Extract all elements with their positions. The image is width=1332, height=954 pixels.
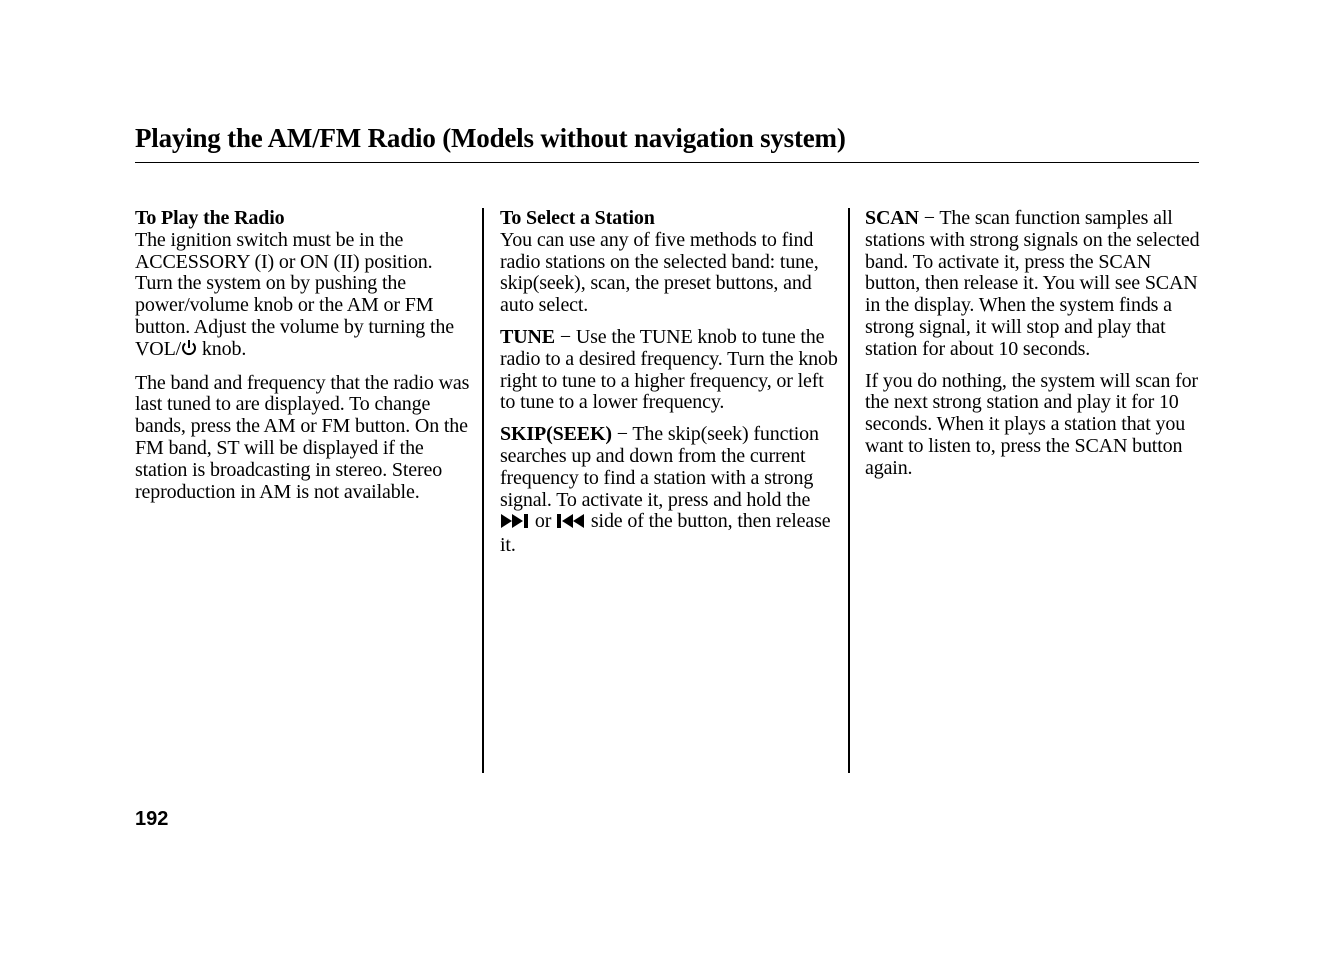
column-scan <box>865 208 1201 490</box>
paragraph-tune <box>500 327 838 414</box>
column-play-radio <box>135 208 473 513</box>
body-text: The skip(seek) function searches up and down from the current frequency to find a station with a strong signal. To activate it, press and hold the <box>500 423 819 511</box>
column-divider <box>848 208 850 773</box>
term-label: SCAN <box>865 207 919 229</box>
paragraph: The band and frequency that the radio was last tuned to are displayed. To change bands, press the AM or FM button. On the FM band, ST will be displayed if the station is broadcasting in stereo. Stereo reproduction in AM is not available. <box>135 371 470 503</box>
term-label: SKIP(SEEK) <box>500 423 612 446</box>
body-text: knob. <box>197 337 247 360</box>
body-text: The scan function samples all stations with strong signals on the selected band. To activate it, press the SCAN button, then release it. You will see SCAN in the display. When the system finds a strong signal, it will stop and play that station for about 10 seconds. <box>865 207 1200 360</box>
term-separator: − <box>611 423 633 446</box>
paragraph <box>500 208 838 317</box>
paragraph-skip <box>500 424 838 557</box>
body-text: You can use any of five methods to find radio stations on the selected band: tune, skip(seek), scan, the preset buttons, and auto select. <box>500 228 819 317</box>
power-icon <box>181 339 197 363</box>
page-number: 192 <box>135 808 169 830</box>
paragraph <box>135 208 473 363</box>
body-text: side of the button, then release it. <box>500 510 831 557</box>
section-heading: To Select a Station <box>500 207 655 229</box>
column-select-station <box>500 208 838 567</box>
term-separator: − <box>918 207 940 229</box>
page-title: Playing the AM/FM Radio (Models without navigation system) <box>135 123 846 153</box>
body-text: or <box>530 510 557 533</box>
column-divider <box>482 208 484 773</box>
paragraph-scan <box>865 208 1201 361</box>
paragraph: If you do nothing, the system will scan for the next strong station and play it for 10 seconds. When it plays a station that you want to listen to, press the SCAN button again. <box>865 369 1198 479</box>
term-label: TUNE <box>500 325 555 348</box>
skip-next-icon <box>500 513 530 535</box>
skip-previous-icon <box>556 513 586 535</box>
term-separator: − <box>554 325 576 348</box>
title-rule <box>135 162 1199 163</box>
body-text: Use the TUNE knob to tune the radio to a desired frequency. Turn the knob right to tune to a higher frequency, or left to tune to a lower frequency. <box>500 325 838 414</box>
body-text: The ignition switch must be in the ACCESSORY (I) or ON (II) position. Turn the system on by pushing the power/volume knob or the AM or FM button. Adjust the volume by turning the VOL/ <box>135 228 454 360</box>
section-heading: To Play the Radio <box>135 207 285 229</box>
